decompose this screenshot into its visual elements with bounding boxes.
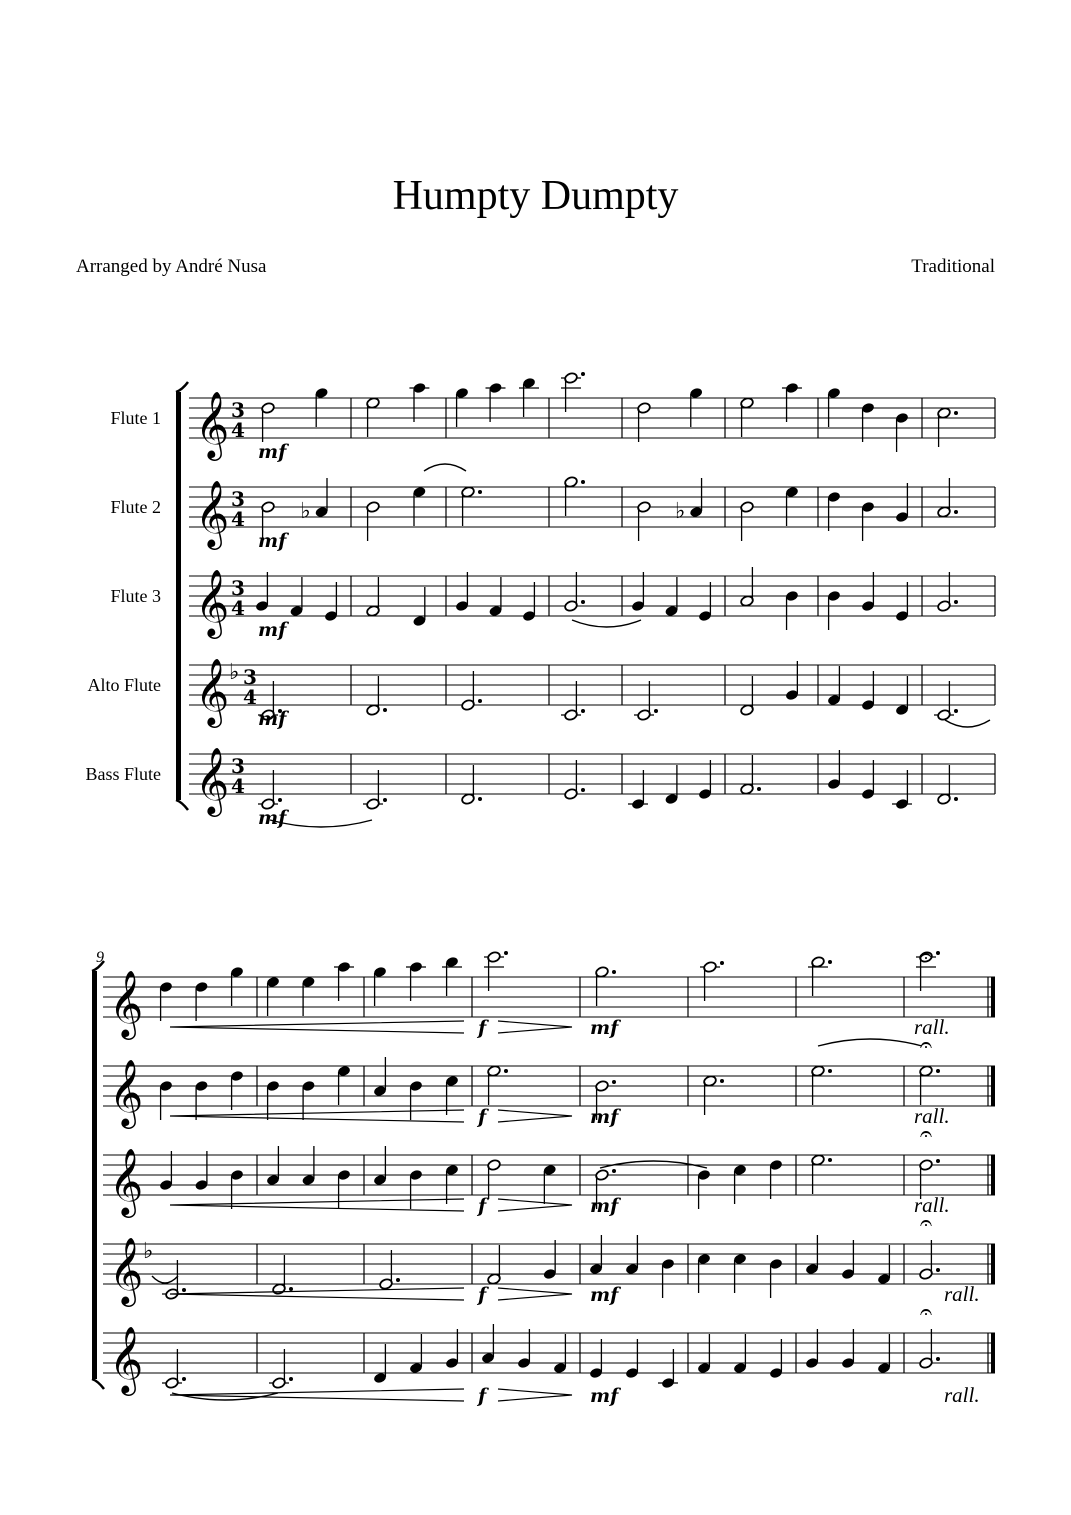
augmentation-dot <box>654 709 658 713</box>
fermata: 𝄐 <box>919 1300 933 1325</box>
augmentation-dot <box>720 1079 724 1083</box>
augmentation-dot <box>504 951 508 955</box>
augmentation-dot <box>581 372 585 376</box>
treble-clef: 𝄞 <box>195 568 230 636</box>
treble-clef: 𝄞 <box>195 657 230 725</box>
augmentation-dot <box>720 961 724 965</box>
treble-clef: 𝄞 <box>109 1325 144 1393</box>
diminuendo-hairpin <box>498 1389 572 1401</box>
dynamic-mf: mf <box>590 1017 619 1039</box>
time-signature-denominator: 4 <box>243 685 257 709</box>
crescendo-hairpin <box>170 1288 464 1300</box>
augmentation-dot <box>383 708 387 712</box>
time-signature-denominator: 4 <box>231 596 245 620</box>
treble-clef: 𝄞 <box>195 390 230 458</box>
augmentation-dot <box>828 1158 832 1162</box>
instrument-name: Alto Flute <box>87 675 161 695</box>
final-barline-thick <box>991 1066 995 1106</box>
score-title: Humpty Dumpty <box>392 173 679 219</box>
dynamic-mf: mf <box>590 1284 619 1306</box>
time-signature-numerator: 3 <box>243 665 257 689</box>
tie <box>152 1276 178 1283</box>
rallentando-marking: rall. <box>944 1383 980 1407</box>
augmentation-dot <box>504 1069 508 1073</box>
dynamic-f: f <box>478 1195 487 1217</box>
augmentation-dot <box>581 788 585 792</box>
tie <box>424 464 466 471</box>
rallentando-marking: rall. <box>914 1015 950 1039</box>
time-signature-denominator: 4 <box>231 418 245 442</box>
augmentation-dot <box>612 970 616 974</box>
measure-number: 9 <box>96 949 104 966</box>
augmentation-dot <box>182 1288 186 1292</box>
augmentation-dot <box>383 798 387 802</box>
fermata: 𝄐 <box>919 944 933 969</box>
augmentation-dot <box>936 1069 940 1073</box>
bracket-hook-bottom <box>92 1379 104 1389</box>
tie <box>945 720 990 727</box>
treble-clef: 𝄞 <box>109 1236 144 1304</box>
augmentation-dot <box>936 1268 940 1272</box>
augmentation-dot <box>828 960 832 964</box>
augmentation-dot <box>828 1069 832 1073</box>
dynamic-f: f <box>478 1385 487 1407</box>
rallentando-marking: rall. <box>944 1282 980 1306</box>
dynamic-f: f <box>478 1106 487 1128</box>
composer-credit: Traditional <box>911 256 995 277</box>
tie <box>572 620 641 627</box>
instrument-name: Flute 1 <box>110 408 161 428</box>
dynamic-mf: mf <box>258 619 287 641</box>
augmentation-dot <box>289 1287 293 1291</box>
instrument-name: Bass Flute <box>85 764 161 784</box>
crescendo-hairpin <box>170 1021 464 1033</box>
dynamic-mf: mf <box>590 1106 619 1128</box>
augmentation-dot <box>581 480 585 484</box>
time-signature-numerator: 3 <box>231 487 245 511</box>
augmentation-dot <box>954 709 958 713</box>
augmentation-dot <box>757 787 761 791</box>
augmentation-dot <box>581 709 585 713</box>
system-bracket <box>92 971 97 1379</box>
crescendo-hairpin <box>170 1110 464 1122</box>
fermata: 𝄐 <box>919 1211 933 1236</box>
bracket-hook-top <box>176 382 188 392</box>
augmentation-dot <box>936 1357 940 1361</box>
tie <box>818 1039 922 1046</box>
augmentation-dot <box>396 1278 400 1282</box>
augmentation-dot <box>182 1377 186 1381</box>
system-bracket <box>176 392 181 800</box>
final-barline-thick <box>991 1333 995 1373</box>
dynamic-mf: mf <box>258 441 287 463</box>
diminuendo-hairpin <box>498 1199 572 1211</box>
augmentation-dot <box>478 699 482 703</box>
dynamic-mf: mf <box>258 807 287 829</box>
bracket-hook-bottom <box>176 800 188 810</box>
augmentation-dot <box>954 600 958 604</box>
dynamic-mf: mf <box>258 530 287 552</box>
augmentation-dot <box>612 1080 616 1084</box>
diminuendo-hairpin <box>498 1288 572 1300</box>
dynamic-f: f <box>478 1017 487 1039</box>
final-barline-thick <box>991 977 995 1017</box>
dynamic-f: f <box>478 1284 487 1306</box>
final-barline-thick <box>991 1244 995 1284</box>
augmentation-dot <box>581 600 585 604</box>
treble-clef: 𝄞 <box>109 1058 144 1126</box>
dynamic-mf: mf <box>258 708 287 730</box>
dynamic-mf: mf <box>590 1385 619 1407</box>
key-signature-flat: ♭ <box>143 1239 154 1264</box>
treble-clef: 𝄞 <box>109 969 144 1037</box>
fermata: 𝄐 <box>919 1033 933 1058</box>
diminuendo-hairpin <box>498 1021 572 1033</box>
rallentando-marking: rall. <box>914 1193 950 1217</box>
time-signature-denominator: 4 <box>231 507 245 531</box>
time-signature-numerator: 3 <box>231 398 245 422</box>
augmentation-dot <box>612 1169 616 1173</box>
treble-clef: 𝄞 <box>195 746 230 814</box>
augmentation-dot <box>954 510 958 514</box>
treble-clef: 𝄞 <box>109 1147 144 1215</box>
crescendo-hairpin <box>170 1199 464 1211</box>
time-signature-numerator: 3 <box>231 576 245 600</box>
treble-clef: 𝄞 <box>195 479 230 547</box>
rallentando-marking: rall. <box>914 1104 950 1128</box>
arranger-credit: Arranged by André Nusa <box>76 256 267 277</box>
augmentation-dot <box>954 411 958 415</box>
augmentation-dot <box>278 798 282 802</box>
time-signature-numerator: 3 <box>231 754 245 778</box>
flat-accidental: ♭ <box>674 499 686 524</box>
instrument-name: Flute 3 <box>110 586 161 606</box>
augmentation-dot <box>954 797 958 801</box>
instrument-name: Flute 2 <box>110 497 161 517</box>
augmentation-dot <box>936 951 940 955</box>
augmentation-dot <box>478 490 482 494</box>
flat-accidental: ♭ <box>300 499 311 524</box>
dynamic-mf: mf <box>590 1195 619 1217</box>
final-barline-thick <box>991 1155 995 1195</box>
augmentation-dot <box>289 1377 293 1381</box>
augmentation-dot <box>936 1159 940 1163</box>
key-signature-flat: ♭ <box>229 660 240 685</box>
time-signature-denominator: 4 <box>231 774 245 798</box>
diminuendo-hairpin <box>498 1110 572 1122</box>
fermata: 𝄐 <box>919 1122 933 1147</box>
augmentation-dot <box>478 797 482 801</box>
